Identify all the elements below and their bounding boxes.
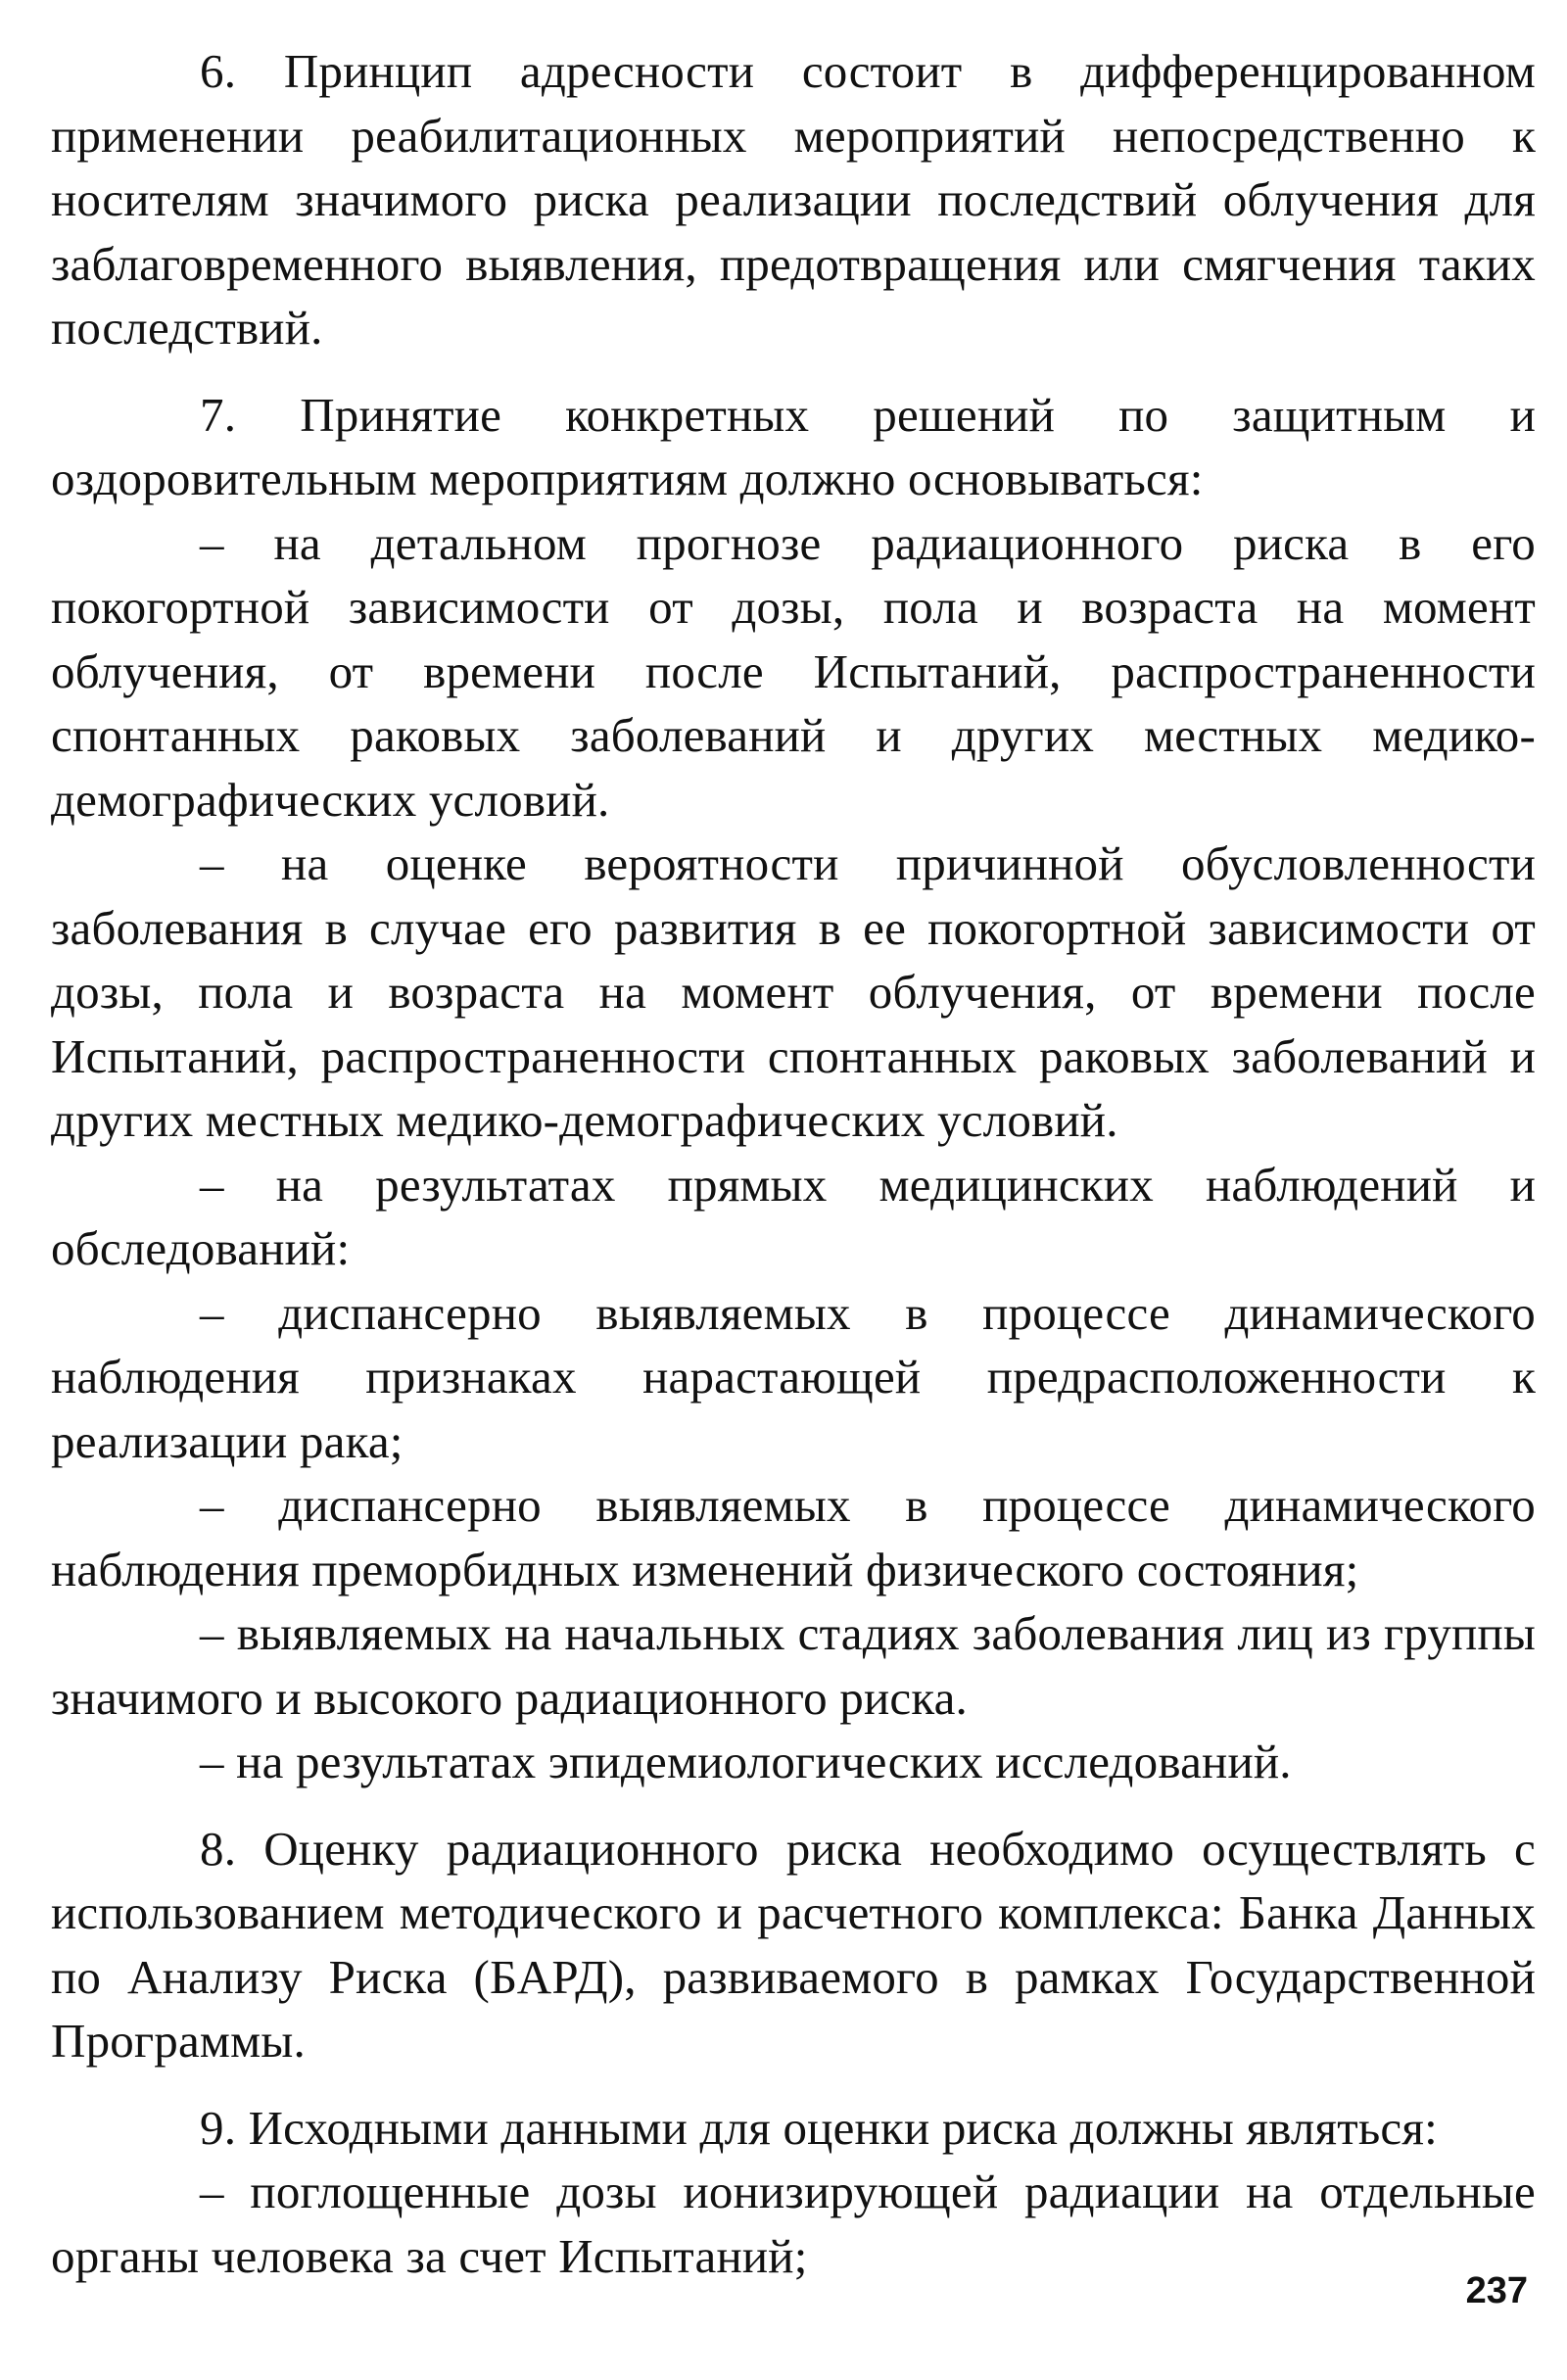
list-item-epidemiology: – на результатах эпидемиологических исследований. [200,1735,1292,1788]
list-item-forecast: – на детальном прогнозе радиационного риска в его покогортной зависимости от дозы, пола и возраста на момент облучения, от времени после Испытаний, распространенности спонтанных раковых заболеваний и других местных медико-демографических условий. [51,515,1536,827]
sublist-item-premorbid: – диспансерно выявляемых в процессе динамического наблюдения преморбидных изменений физического состояния; [51,1478,1536,1596]
paragraph-9: 9. Исходными данными для оценки риска должны являться: [200,2100,1438,2155]
sublist-item-early-stages: – выявляемых на начальных стадиях заболевания лиц из группы значимого и высокого радиационного риска. [51,1606,1536,1725]
paragraph-7: 7. Принятие конкретных решений по защитным и оздоровительным мероприятиям должно основываться: [51,387,1536,505]
page-number: 237 [1465,2270,1528,2311]
sublist-item-predisposition: – диспансерно выявляемых в процессе динамического наблюдения признаках нарастающей предрасположенности к реализации рака; [51,1285,1536,1468]
list-item-absorbed-doses: – поглощенные дозы ионизирующей радиации на отдельные органы человека за счет Испытаний; [51,2165,1536,2283]
list-item-observations: – на результатах прямых медицинских наблюдений и обследований: [51,1157,1536,1275]
document-page [51,39,1536,2288]
list-item-probability: – на оценке вероятности причинной обусловленности заболевания в случае его развития в ее покогортной зависимости от дозы, пола и возраста на момент облучения, от времени после Испытаний, распространенности спонтанных раковых заболеваний и других местных медико-демографических условий. [51,836,1536,1147]
paragraph-8: 8. Оценку радиационного риска необходимо осуществлять с использованием методического и расчетного комплекса: Банка Данных по Анализу Риска (БАРД), развиваемого в рамках Государственной Программы. [51,1821,1536,2068]
paragraph-6: 6. Принцип адресности состоит в дифференцированном применении реабилитационных мероприятий непосредственно к носителям значимого риска реализации последствий облучения для заблаговременного выявления, предотвращения или смягчения таких последствий. [51,44,1536,355]
